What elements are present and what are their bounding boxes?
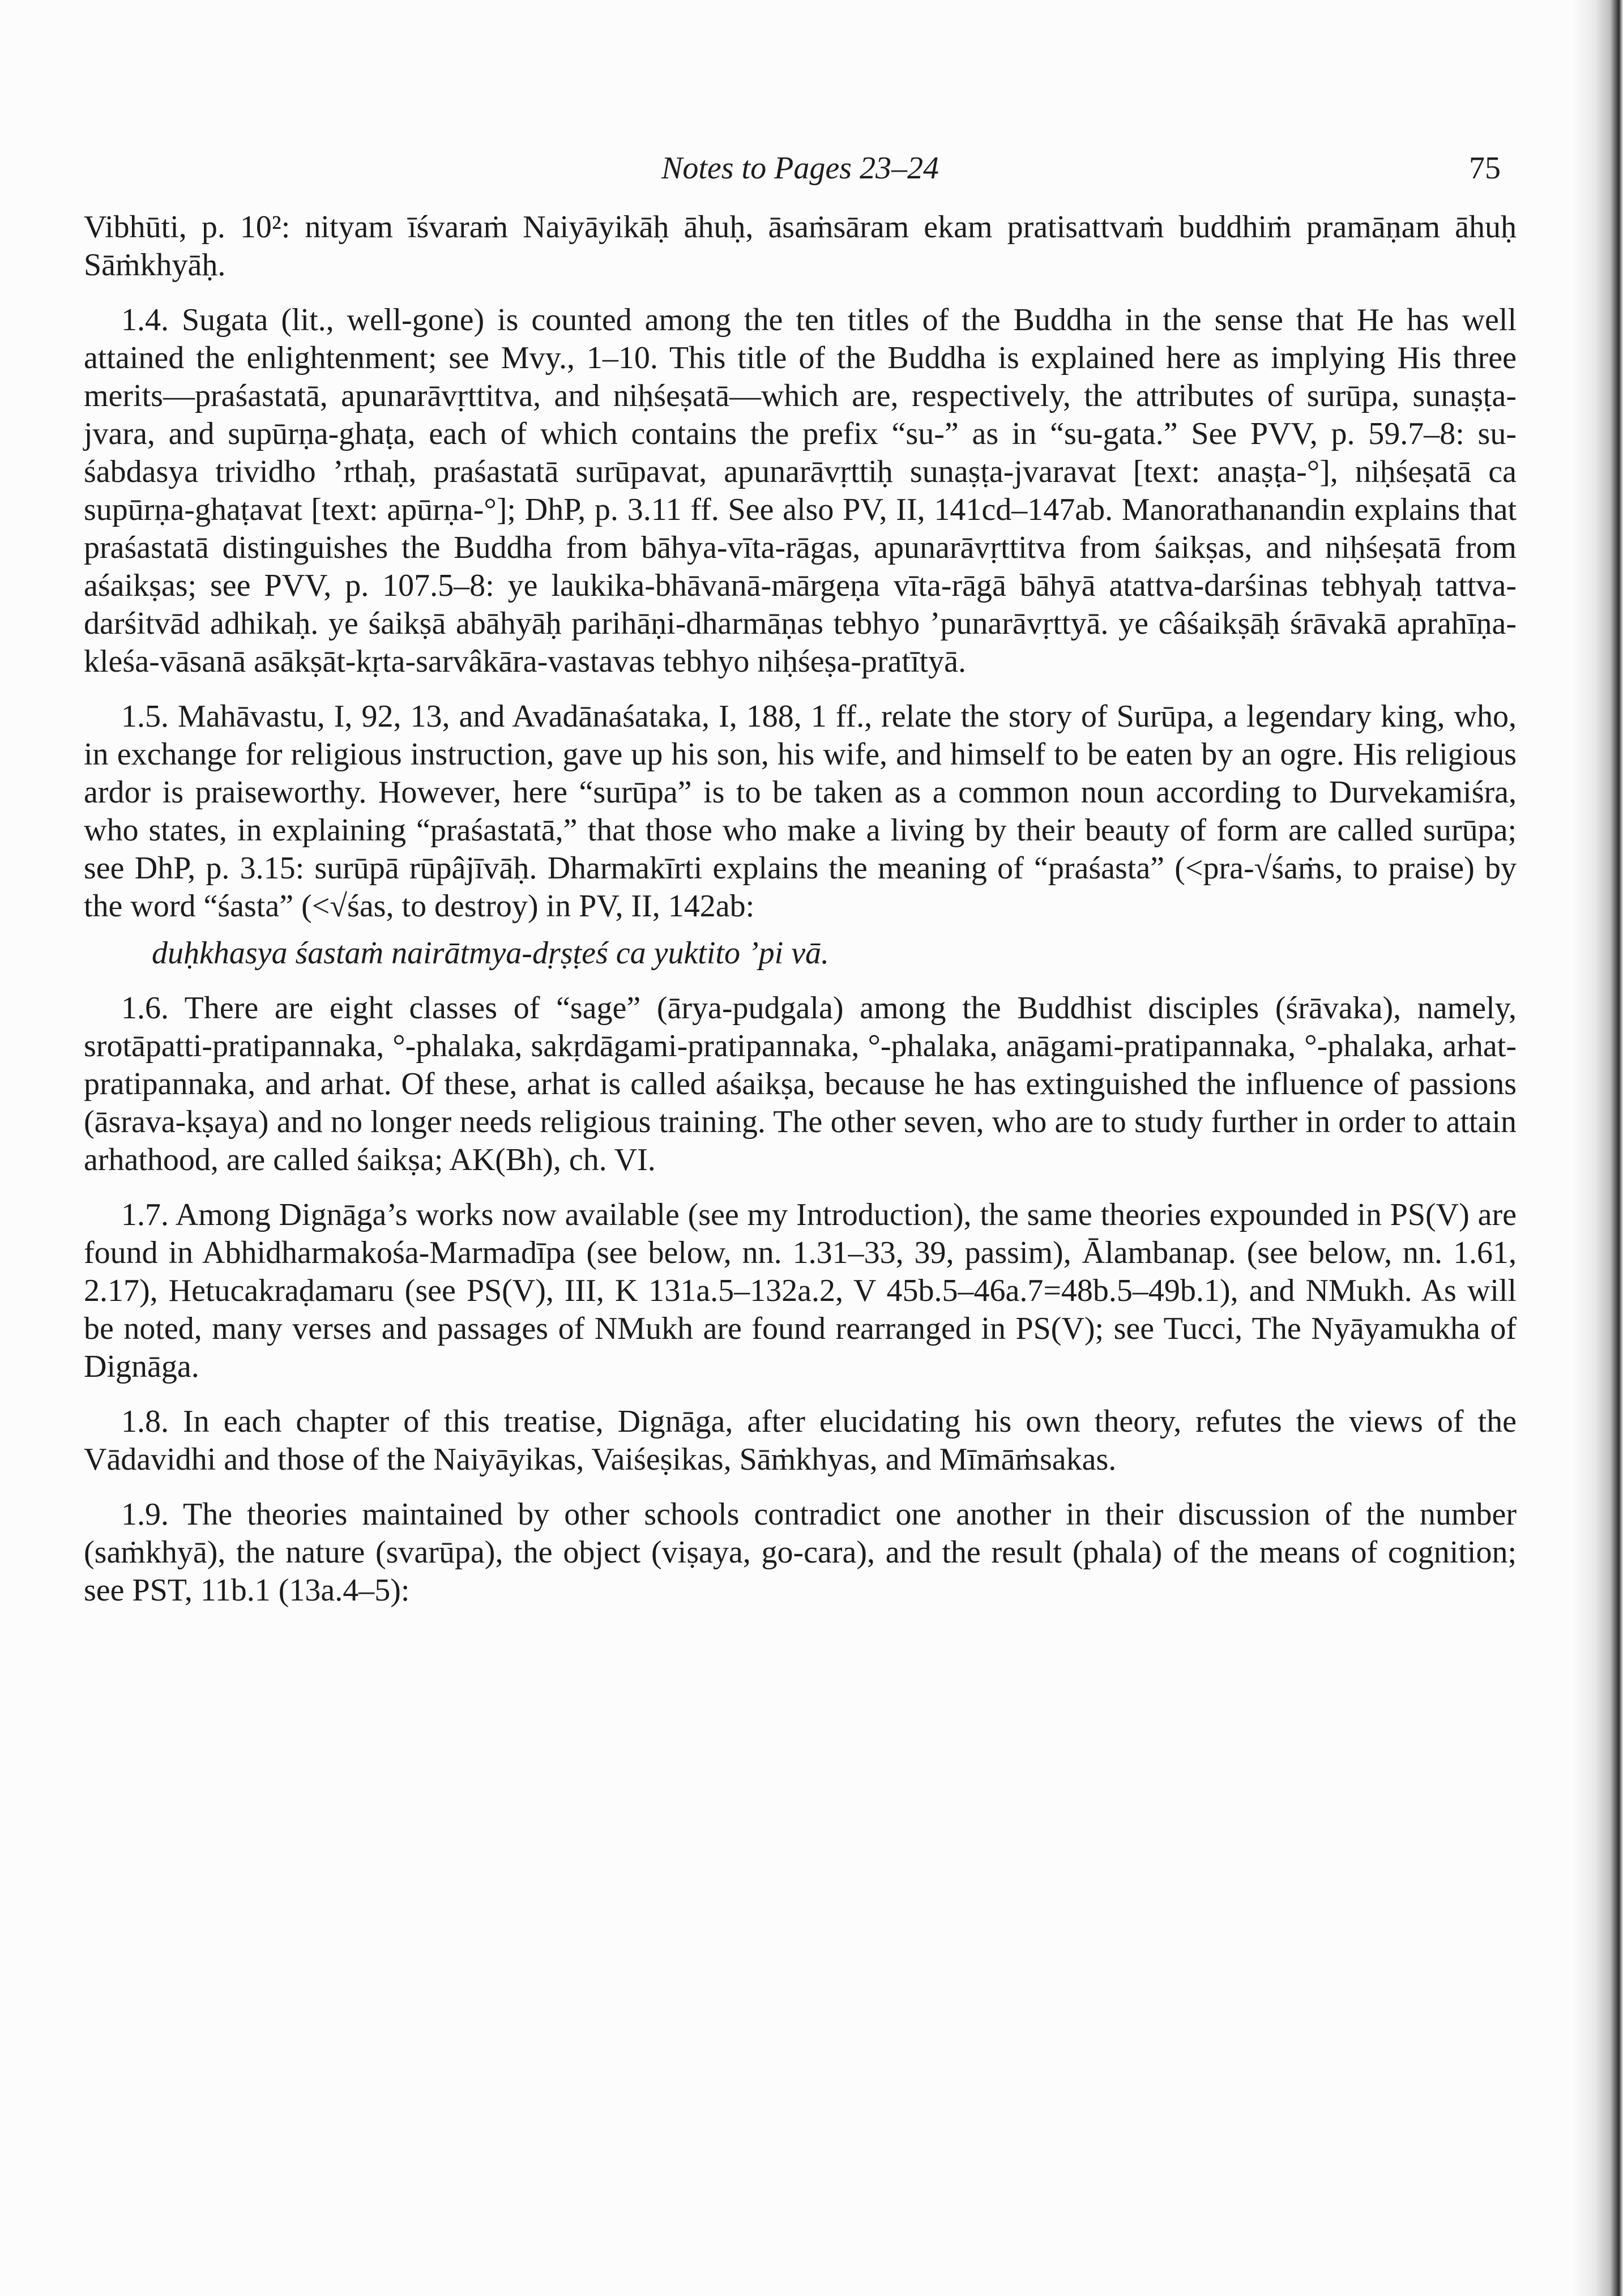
text-block [84,0,1517,1627]
page-header [84,137,1517,191]
page-gutter-shadow [1572,0,1623,2296]
note-1-9: 1.9. The theories maintained by other schools contradict one another in their discussion of the number (saṁkhyā), the nature (svarūpa), the object (viṣaya, go-cara), and the result (phala) of the means of cognition; see PST, 11b.1 (13a.4–5): [84,1497,1517,1608]
note-1-8: 1.8. In each chapter of this treatise, Dignāga, after elucidating his own theory, refutes the views of the Vādavidhi and those of the Naiyāyikas, Vaiśeṣikas, Sāṁkhyas, and Mīmāṁsakas. [84,1404,1517,1477]
notes-section [84,208,1517,1610]
page-number: 75 [1469,151,1501,186]
intro-reference: Vibhūti, p. 10²: nityam īśvaraṁ Naiyāyikāḥ āhuḥ, āsaṁsāram ekam pratisattvaṁ buddhiṁ pramāṇam āhuḥ Sāṁkhyāḥ. [84,210,1517,283]
running-head: Notes to Pages 23–24 [661,151,939,186]
note-1-6: 1.6. There are eight classes of “sage” (ārya-pudgala) among the Buddhist disciples (śrāvaka), namely, srotāpatti-pratipannaka, °-phalaka, sakṛdāgami-pratipannaka, °-phalaka, anāgami-pratipannaka, °-phalaka, arhat-pratipannaka, and arhat. Of these, arhat is called aśaikṣa, because he has extinguished the influence of passions (āsrava-kṣaya) and no longer needs religious training. The other seven, who are to study further in order to attain arhathood, are called śaikṣa; AK(Bh), ch. VI. [84,991,1517,1177]
note-1-7: 1.7. Among Dignāga’s works now available (see my Introduction), the same theories expounded in PS(V) are found in Abhidharmakośa-Marmadīpa (see below, nn. 1.31–33, 39, passim), Ālambanap. (see below, nn. 1.61, 2.17), Hetucakraḍamaru (see PS(V), III, K 131a.5–132a.2, V 45b.5–46a.7=48b.5–49b.1), and NMukh. As will be noted, many verses and passages of NMukh are found rearranged in PS(V); see Tucci, The Nyāyamukha of Dignāga. [84,1197,1517,1384]
note-1-4: 1.4. Sugata (lit., well-gone) is counted among the ten titles of the Buddha in the sense that He has well attained the enlightenment; see Mvy., 1–10. This title of the Buddha is explained here as implying His three merits—praśastatā, apunarāvṛttitva, and niḥśeṣatā—which are, respectively, the attributes of surūpa, sunaṣṭa-jvara, and supūrṇa-ghaṭa, each of which contains the prefix “su-” as in “su-gata.” See PVV, p. 59.7–8: su-śabdasya trividho ’rthaḥ, praśastatā surūpavat, apunarāvṛttiḥ sunaṣṭa-jvaravat [text: anaṣṭa-°], niḥśeṣatā ca supūrṇa-ghaṭavat [text: apūrṇa-°]; DhP, p. 3.11 ff. See also PV, II, 141cd–147ab. Manorathanandin explains that praśastatā distinguishes the Buddha from bāhya-vīta-rāgas, apunarāvṛttitva from śaikṣas, and niḥśeṣatā from aśaikṣas; see PVV, p. 107.5–8: ye laukika-bhāvanā-mārgeṇa vīta-rāgā bāhyā atattva-darśinas tebhyaḥ tattva-darśitvād adhikaḥ. ye śaikṣā abāhyāḥ parihāṇi-dharmāṇas tebhyo ’punarāvṛttyā. ye câśaikṣāḥ śrāvakā aprahīṇa-kleśa-vāsanā asākṣāt-kṛta-sarvâkāra-vastavas tebhyo niḥśeṣa-pratītyā. [84,302,1517,679]
note-1-5-verse: duḥkhasya śastaṁ nairātmya-dṛṣṭeś ca yuktito ’pi vā. [152,936,830,971]
note-1-5: 1.5. Mahāvastu, I, 92, 13, and Avadānaśataka, I, 188, 1 ff., relate the story of Surūpa, a legendary king, who, in exchange for religious instruction, gave up his son, his wife, and himself to be eaten by an ogre. His religious ardor is praiseworthy. However, here “surūpa” is to be taken as a common noun according to Durvekamiśra, who states, in explaining “praśastatā,” that those who make a living by their beauty of form are called surūpa; see DhP, p. 3.15: surūpā rūpâjīvāḥ. Dharmakīrti explains the meaning of “praśasta” (<pra-√śaṁs, to praise) by the word “śasta” (<√śas, to destroy) in PV, II, 142ab: [84,699,1517,924]
